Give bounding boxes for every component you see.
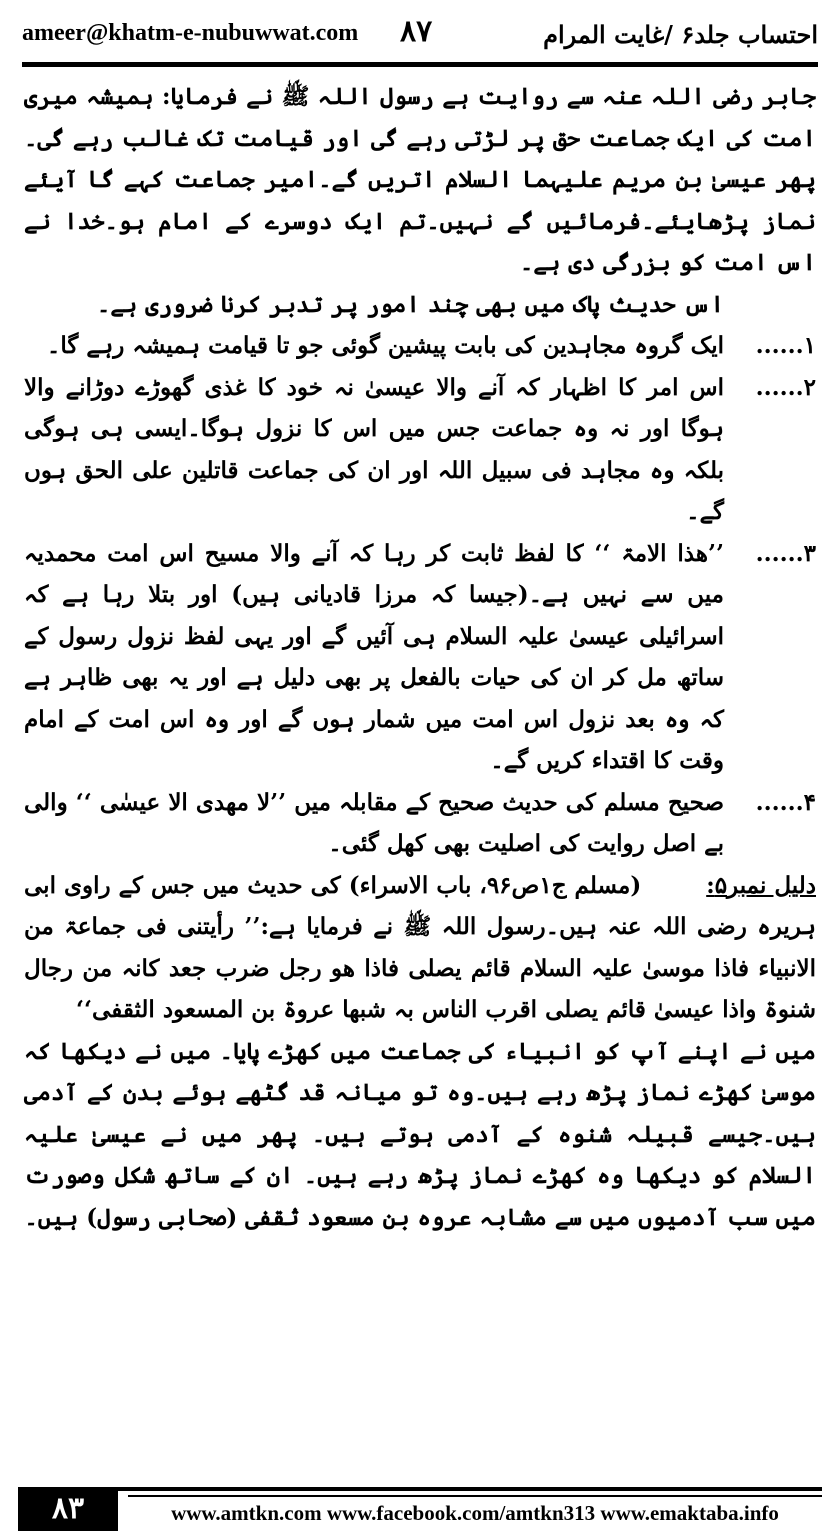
dalil-translation: میں نے اپنے آپ کو انبیاء کی جماعت میں کھڑے پایا۔ میں نے دیکھا کہ موسیٰ کھڑے نماز پڑھ رہے ہیں۔وہ تو میانہ قد گٹھے ہوئے بدن کے آدمی ہیں۔جیسے قبیلہ شنوہ کے آدمی ہوتے ہیں۔ پھر میں نے عیسیٰ علیہ السلام کو دیکھا وہ کھڑے نماز پڑھ رہے ہیں۔ ان کے ساتھ شکل وصورت میں سب آدمیوں میں سے مشابہ عروہ بن مسعود ثقفی (صحابی رسول) ہیں۔ [24,1037,816,1231]
list-item-number: ۴...... [755,788,816,816]
list-item-number: ۱...... [755,332,816,359]
list-item [24,325,816,367]
dalil-hadith-arabic: ہریرہ رضی اللہ عنہ ہیں۔رسول اللہ ﷺ نے فرمایا ہے:’’ رأیتنی فی جماعۃ من الانبیاء فاذا موسیٰ علیہ السلام قائم یصلی فاذا ھو رجل ضرب جعد کانہ من رجال شنوۃ واذا عیسیٰ قائم یصلی اقرب الناس بہ شبھا عروۃ بن المسعود الثقفی‘‘ [24,913,816,1023]
page-body [24,76,816,1238]
header-page-number: ۸۷ [400,14,433,49]
header-rule [22,62,818,67]
list-item-text: اس امر کا اظہار کہ آنے والا عیسیٰ نہ خود کا غذی گھوڑے دوڑانے والا ہوگا اور نہ وہ جماعت جس میں اس کا نزول ہوگا۔ایسی ہی ہوگی بلکہ وہ مجاہد فی سبیل اللہ اور ان کی جماعت قاتلین علی الحق ہوں گے۔ [24,373,724,525]
list-item [24,533,816,782]
dalil-reference: (مسلم ج۱ص۹۶، باب الاسراء) کی حدیث میں جس کے راوی ابی [24,871,642,899]
header-email[interactable]: ameer@khatm-e-nubuwwat.com [22,20,359,46]
list-item [24,367,816,533]
dalil-heading-row [24,865,816,907]
list-item-number: ۲...... [755,373,816,401]
list-item-number: ۳...... [755,539,816,567]
dalil-label: دلیل نمبر۵: [706,871,816,899]
list-item [24,782,816,865]
page-header [22,10,818,60]
footer-page-number: ۸۳ [18,1487,118,1531]
header-book-title: احتساب جلد۶ /غایت المرام [543,20,818,49]
footer-rule [18,1487,822,1491]
footer-urls[interactable]: www.amtkn.com www.facebook.com/amtkn313 www.emaktaba.info [171,1501,779,1525]
paragraph-hadith-jabir: جابر رضی اللہ عنہ سے روایت ہے رسول اللہ ﷺ نے فرمایا: ہمیشہ میری امت کی ایک جماعت حق پر لڑتی رہے گی اور قیامت تک غالب رہے گی۔ پھر عیسیٰ بن مریم علیہما السلام اتریں گے۔امیر جماعت کہے گا آیئے نماز پڑھایئے۔فرمائیں گے نہیں۔تم ایک دوسرے کے امام ہو۔خدا نے اس امت کو بزرگی دی ہے۔ [24,83,816,276]
list-item-text: ’’ھذا الامۃ ‘‘ کا لفظ ثابت کر رہا کہ آنے والا مسیح اس امت محمدیہ میں سے نہیں ہے۔(جیسا کہ مرزا قادیانی ہیں) اور بتلا رہا ہے کہ اسرائیلی عیسیٰ علیہ السلام ہی آئیں گے اور یہی لفظ نزول رسول کے ساتھ مل کر ان کی حیات بالفعل پر بھی دلیل ہے اور یہ بھی ظاہر ہے کہ وہ بعد نزول اس امت میں شمار ہوں گے اور وہ اس امت کے امام وقت کا اقتداء کریں گے۔ [24,539,724,774]
list-item-text: ایک گروہ مجاہدین کی بابت پیشین گوئی جو تا قیامت ہمیشہ رہے گا۔ [46,332,724,359]
list-item-text: صحیح مسلم کی حدیث صحیح کے مقابلہ میں ’’لا مھدی الا عیسٰی ‘‘ والی بے اصل روایت کی اصلیت بھی کھل گئی۔ [24,788,724,857]
footer-rule-thin [128,1495,822,1497]
paragraph-points-intro: اس حدیث پاک میں بھی چند امور پر تدبر کرنا ضروری ہے۔ [96,290,724,318]
page-footer [18,1487,822,1533]
